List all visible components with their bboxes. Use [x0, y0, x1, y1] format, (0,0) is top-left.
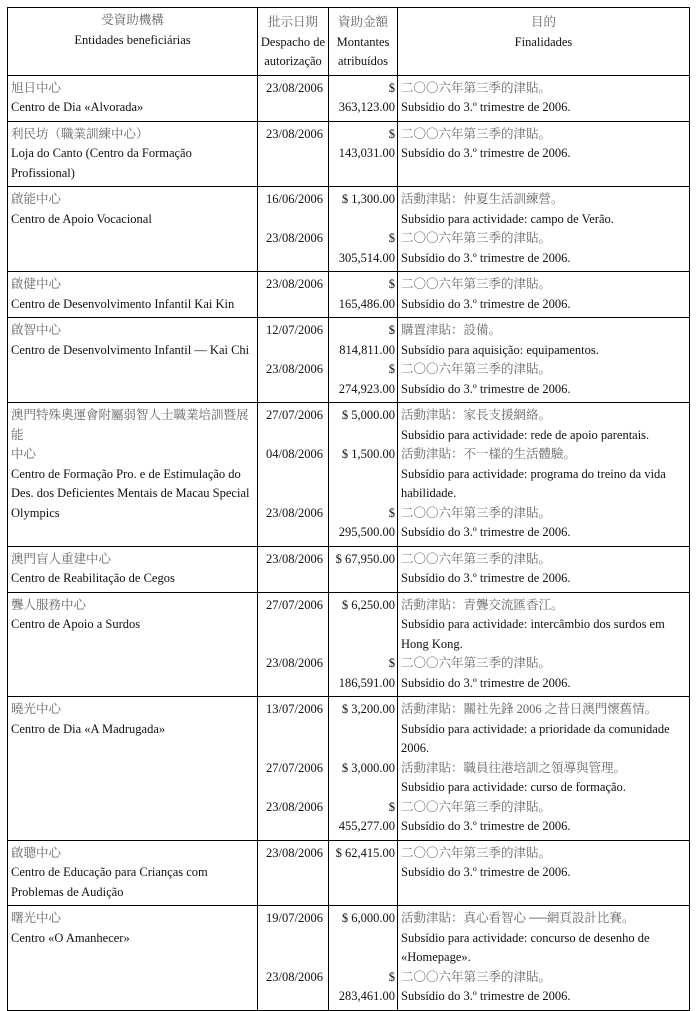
purpose-pt: Subsídio do 3.º trimestre de 2006.	[401, 381, 571, 396]
entity-name-pt: Centro de Desenvolvimento Infantil Kai Kin	[11, 296, 235, 311]
purpose-cn: 活動津貼：青聾交流匯香江。	[401, 597, 564, 612]
header-date-pt1: Despacho de	[260, 34, 326, 49]
grant-amount: $ 814,811.00	[328, 318, 397, 360]
entity-cell	[7, 547, 257, 592]
table-row	[7, 547, 690, 593]
purpose-cn: 活動津貼：不一樣的生活體驗。	[401, 447, 577, 461]
grant-purpose	[397, 906, 690, 968]
entity-name-pt: Centro de Reabilitação de Cegos	[11, 571, 175, 585]
grant-purpose	[397, 318, 690, 360]
header-entity-pt: Entidades beneficiárias	[74, 32, 191, 47]
grant-amount: $ 62,415.00	[328, 841, 397, 906]
grant-date: 27/07/2006	[257, 759, 328, 798]
purpose-cn: 二〇〇六年第三季的津貼。	[401, 277, 552, 291]
grant-amount: $ 274,923.00	[328, 360, 397, 402]
grant-date: 23/08/2006	[257, 122, 328, 187]
purpose-pt: Subsídio para actividade: programa do treino da vida	[401, 466, 666, 481]
purpose-pt: Subsídio do 3.º trimestre de 2006.	[401, 146, 571, 160]
grant-date: 12/07/2006	[257, 318, 328, 360]
grant-purpose	[397, 76, 690, 121]
grant-amount: $ 1,300.00	[328, 187, 397, 229]
grant-amount: $ 186,591.00	[328, 654, 397, 696]
grant-amount: $ 1,500.00	[328, 445, 397, 504]
grant-date: 23/08/2006	[257, 654, 328, 696]
entity-name-cn: 啟智中心	[11, 323, 62, 337]
grant-purpose	[397, 445, 690, 504]
grant-amount: $ 295,500.00	[328, 504, 397, 546]
grant-purpose	[397, 759, 690, 798]
purpose-cn: 活動津貼：仲夏生活訓練營。	[401, 192, 564, 206]
grant-date: 23/08/2006	[257, 504, 328, 546]
grant-purpose	[397, 697, 690, 759]
table-row	[7, 403, 690, 547]
grant-purpose	[397, 798, 690, 840]
grant-date: 23/08/2006	[257, 798, 328, 840]
entity-cell	[7, 318, 257, 402]
entity-cell	[7, 272, 257, 317]
entity-cell	[7, 697, 257, 840]
purpose-pt: Subsídio do 3.º trimestre de 2006.	[401, 989, 571, 1003]
entity-name-pt: Olympics	[11, 505, 60, 520]
entity-name-cn: 曉光中心	[11, 702, 62, 716]
header-date-pt2: autorização	[264, 54, 322, 68]
grant-purpose	[397, 403, 690, 445]
grant-purpose	[397, 593, 690, 655]
grant-amount: $ 3,000.00	[328, 759, 397, 798]
purpose-cn: 活動津貼：家長支援網絡。	[401, 408, 552, 422]
header-entity	[7, 8, 257, 75]
table-header	[7, 8, 690, 76]
header-purpose-pt: Finalidades	[514, 34, 573, 49]
purpose-cn: 二〇〇六年第三季的津貼。	[401, 969, 552, 984]
entity-cell	[7, 593, 257, 697]
grant-purpose	[397, 272, 690, 317]
header-amount-pt1: Montantes	[336, 34, 390, 49]
grant-amount: $ 3,200.00	[328, 697, 397, 759]
grant-date: 23/08/2006	[257, 272, 328, 317]
purpose-pt: Subsídio do 3.º trimestre de 2006.	[401, 675, 571, 690]
entity-name-cn: 曙光中心	[11, 911, 62, 925]
purpose-cn: 二〇〇六年第三季的津貼。	[401, 80, 552, 95]
grant-purpose	[397, 229, 690, 271]
grant-date: 13/07/2006	[257, 697, 328, 759]
entity-cell	[7, 841, 257, 906]
entity-cell	[7, 76, 257, 121]
purpose-pt: Subsídio do 3.º trimestre de 2006.	[401, 865, 571, 879]
entity-name-pt: Profissional)	[11, 165, 75, 180]
purpose-pt: Subsídio do 3.º trimestre de 2006.	[401, 296, 571, 311]
purpose-pt: Subsídio do 3.º trimestre de 2006.	[401, 571, 571, 585]
grant-date: 27/07/2006	[257, 593, 328, 655]
entity-name-pt: Centro de Apoio Vocacional	[11, 211, 152, 226]
entity-name-cn: 利民坊（職業訓練中心）	[11, 126, 149, 141]
grant-date: 23/08/2006	[257, 841, 328, 906]
table-row	[7, 593, 690, 698]
entity-name-pt: Centro de Apoio a Surdos	[11, 617, 141, 631]
purpose-pt: Subsídio para actividade: rede de apoio parentais.	[401, 427, 650, 442]
grant-purpose	[397, 547, 690, 592]
table-row	[7, 318, 690, 403]
table-row	[7, 187, 690, 272]
table-row	[7, 841, 690, 907]
purpose-pt: Subsídio do 3.º trimestre de 2006.	[401, 100, 571, 114]
grant-purpose	[397, 504, 690, 546]
purpose-cn: 活動津貼：關社先鋒 2006 之昔日澳門懷舊情。	[401, 702, 658, 716]
grant-amount: $ 363,123.00	[328, 76, 397, 121]
table-row	[7, 76, 690, 122]
grant-date: 23/08/2006	[257, 968, 328, 1010]
entity-name-pt: Centro de Dia «A Madrugada»	[11, 721, 166, 736]
entity-name-cn: 聾人服務中心	[11, 597, 87, 612]
purpose-pt: habilidade.	[401, 486, 457, 500]
purpose-pt: Subsídio do 3.º trimestre de 2006.	[401, 525, 571, 539]
grant-amount: $ 6,000.00	[328, 906, 397, 968]
entity-name-pt: Centro de Formação Pro. e de Estimulação do	[11, 466, 241, 481]
purpose-pt: Subsídio do 3.º trimestre de 2006.	[401, 250, 571, 265]
entity-cell	[7, 122, 257, 187]
grant-amount: $ 6,250.00	[328, 593, 397, 655]
purpose-cn: 二〇〇六年第三季的津貼。	[401, 126, 552, 141]
grant-date: 23/08/2006	[257, 547, 328, 592]
table-row	[7, 122, 690, 188]
header-purpose	[397, 8, 690, 75]
purpose-pt: Subsídio para actividade: a prioridade da comunidade	[401, 721, 670, 736]
grant-date: 23/08/2006	[257, 76, 328, 121]
purpose-cn: 二〇〇六年第三季的津貼。	[401, 362, 552, 376]
grant-purpose	[397, 187, 690, 229]
grant-amount: $ 143,031.00	[328, 122, 397, 187]
grant-purpose	[397, 360, 690, 402]
purpose-cn: 二〇〇六年第三季的津貼。	[401, 799, 552, 814]
header-date-cn: 批示日期	[267, 15, 318, 29]
purpose-pt: «Homepage».	[401, 950, 471, 964]
header-amount-pt2: atribuídos	[338, 54, 388, 68]
entity-name-pt: Centro de Dia «Alvorada»	[11, 100, 144, 114]
entity-name-pt: Centro «O Amanhecer»	[11, 930, 130, 945]
grant-date: 27/07/2006	[257, 403, 328, 445]
purpose-pt: Subsídio para actividade: curso de formação.	[401, 780, 626, 794]
table-row	[7, 697, 690, 841]
grant-purpose	[397, 968, 690, 1010]
purpose-cn: 二〇〇六年第三季的津貼。	[401, 551, 552, 566]
grant-amount: $ 165,486.00	[328, 272, 397, 317]
entity-name-cn: 啟聰中心	[11, 845, 62, 860]
subsidy-table	[7, 7, 690, 1011]
grant-purpose	[397, 841, 690, 906]
grant-amount: $ 5,000.00	[328, 403, 397, 445]
header-date	[257, 8, 328, 75]
grant-purpose	[397, 122, 690, 187]
entity-name-cn: 旭日中心	[11, 80, 62, 95]
purpose-cn: 二〇〇六年第三季的津貼。	[401, 656, 552, 670]
entity-name-pt: Des. dos Deficientes Mentais de Macau Special	[11, 486, 250, 500]
entity-name-cn: 中心	[11, 447, 37, 461]
entity-name-cn: 澳門特殊奧運會附屬弱智人士職業培訓暨展能	[11, 408, 249, 442]
purpose-pt: Subsídio para aquisição: equipamentos.	[401, 342, 599, 357]
purpose-pt: Subsídio para actividade: campo de Verão.	[401, 211, 614, 226]
grant-date: 19/07/2006	[257, 906, 328, 968]
header-purpose-cn: 目的	[530, 15, 556, 29]
purpose-pt: 2006.	[401, 741, 430, 755]
entity-cell	[7, 403, 257, 546]
purpose-cn: 二〇〇六年第三季的津貼。	[401, 505, 552, 520]
grant-amount: $ 305,514.00	[328, 229, 397, 271]
purpose-cn: 活動津貼：職員往港培訓之領導與管理。	[401, 760, 627, 775]
grant-amount: $ 283,461.00	[328, 968, 397, 1010]
grant-date: 04/08/2006	[257, 445, 328, 504]
purpose-pt: Subsídio para actividade: concurso de desenho de	[401, 930, 650, 945]
entity-name-cn: 啟能中心	[11, 192, 62, 206]
header-entity-cn: 受資助機構	[101, 13, 164, 27]
entity-cell	[7, 906, 257, 1010]
grant-purpose	[397, 654, 690, 696]
entity-name-pt: Problemas de Audição	[11, 884, 124, 899]
grant-amount: $ 455,277.00	[328, 798, 397, 840]
purpose-cn: 購置津貼：設備。	[401, 323, 502, 337]
entity-name-pt: Centro de Educação para Crianças com	[11, 865, 208, 879]
entity-name-pt: Loja do Canto (Centro da Formação	[11, 146, 192, 160]
entity-name-pt: Centro de Desenvolvimento Infantil — Kai Chi	[11, 342, 250, 357]
header-amount-cn: 資助金額	[337, 15, 388, 29]
table-row	[7, 906, 690, 1011]
entity-name-cn: 澳門盲人重建中心	[11, 551, 112, 566]
header-amount	[328, 8, 397, 75]
purpose-cn: 二〇〇六年第三季的津貼。	[401, 231, 552, 245]
grant-date: 16/06/2006	[257, 187, 328, 229]
entity-cell	[7, 187, 257, 271]
grant-amount: $ 67,950.00	[328, 547, 397, 592]
entity-name-cn: 啟健中心	[11, 277, 62, 291]
purpose-cn: 活動津貼：真心看智心 ──網頁設計比賽。	[401, 911, 635, 925]
purpose-pt: Subsídio do 3.º trimestre de 2006.	[401, 819, 571, 833]
purpose-cn: 二〇〇六年第三季的津貼。	[401, 845, 552, 860]
grant-date: 23/08/2006	[257, 229, 328, 271]
grant-date: 23/08/2006	[257, 360, 328, 402]
table-row	[7, 272, 690, 318]
purpose-pt: Hong Kong.	[401, 636, 463, 651]
purpose-pt: Subsídio para actividade: intercâmbio dos surdos em	[401, 617, 665, 631]
